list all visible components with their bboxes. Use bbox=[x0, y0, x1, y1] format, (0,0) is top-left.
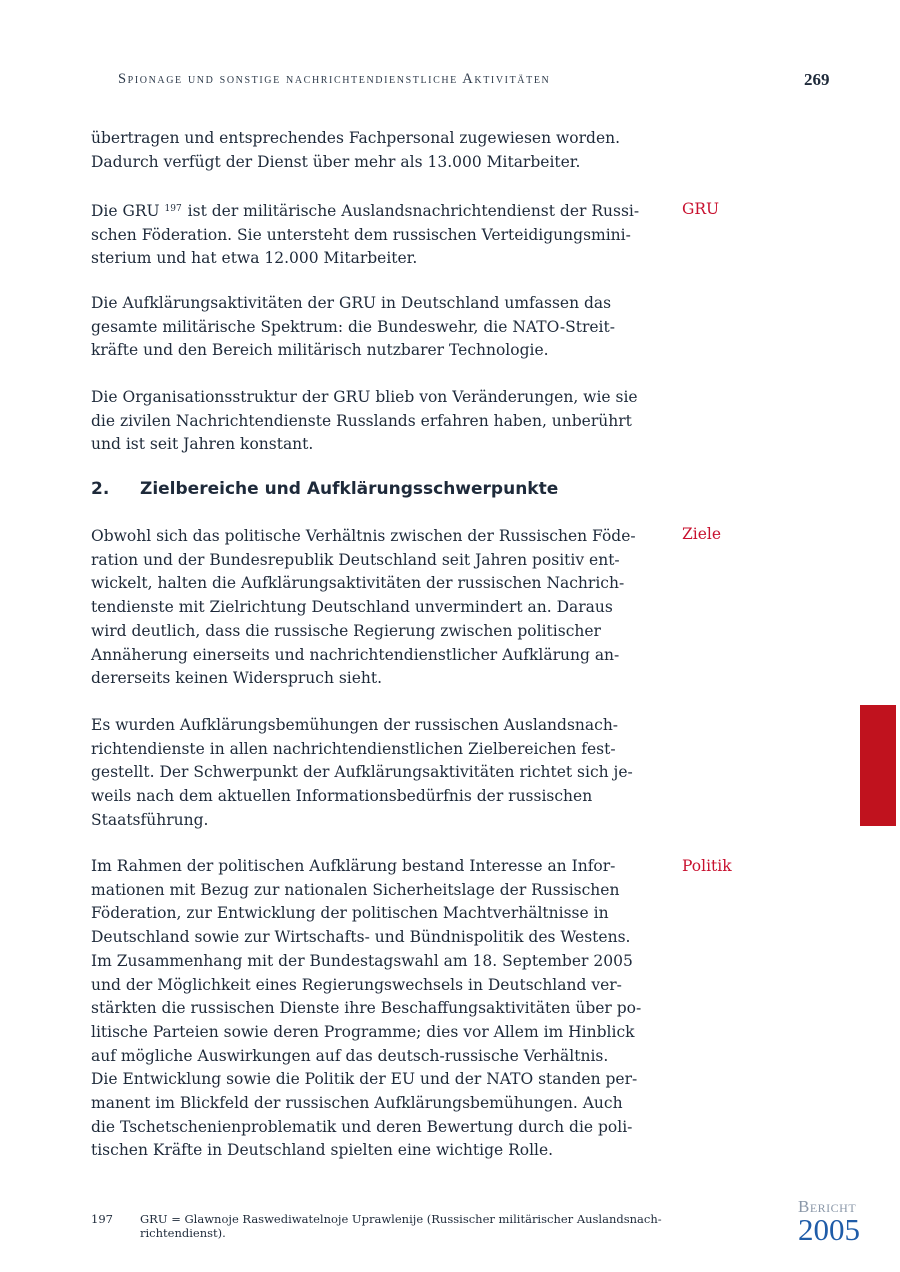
text-line: gestellt. Der Schwerpunkt der Aufklärungsaktivitäten richtet sich je- bbox=[91, 763, 633, 782]
text-line bbox=[91, 198, 671, 224]
text-line: Dadurch verfügt der Dienst über mehr als 13.000 Mitarbeiter. bbox=[91, 152, 581, 171]
text-line: Im Zusammenhang mit der Bundestagswahl am 18. September 2005 bbox=[91, 951, 633, 970]
report-brand-logo bbox=[798, 1197, 860, 1247]
text-line: mationen mit Bezug zur nationalen Sicherheitslage der Russischen bbox=[91, 880, 620, 899]
text-line: auf mögliche Auswirkungen auf das deutsch-russische Verhältnis. bbox=[91, 1046, 609, 1065]
text-line: weils nach dem aktuellen Informationsbedürfnis der russischen bbox=[91, 787, 593, 806]
text-line: tischen Kräfte in Deutschland spielten eine wichtige Rolle. bbox=[91, 1141, 554, 1160]
section-heading bbox=[91, 479, 558, 499]
text-line: Die Aufklärungsaktivitäten der GRU in Deutschland umfassen das bbox=[91, 294, 612, 312]
footnote-line: richtendienst). bbox=[140, 1226, 226, 1240]
text-line: Föderation, zur Entwicklung der politischen Machtverhältnisse in bbox=[91, 904, 609, 923]
margin-note-politik: Politik bbox=[682, 857, 732, 875]
text-line: Staatsführung. bbox=[91, 810, 209, 829]
text-line: stärkten die russischen Dienste ihre Beschaffungsaktivitäten über po- bbox=[91, 999, 642, 1018]
text-line: Im Rahmen der politischen Aufklärung bestand Interesse an Infor- bbox=[91, 857, 616, 875]
running-header: Spionage und sonstige nachrichtendienstliche Aktivitäten bbox=[118, 71, 551, 87]
paragraph-3 bbox=[91, 292, 671, 363]
text-line: Es wurden Aufklärungsbemühungen der russischen Auslandsnach- bbox=[91, 716, 619, 734]
text-line: Obwohl sich das politische Verhältnis zwischen der Russischen Föde- bbox=[91, 527, 636, 545]
footnote-reference[interactable]: 197 bbox=[164, 204, 182, 214]
footnote-text bbox=[140, 1212, 662, 1240]
text-line: sterium und hat etwa 12.000 Mitarbeiter. bbox=[91, 249, 418, 268]
text-fragment: ist der militärische Auslandsnachrichtendienst der Russi- bbox=[182, 202, 640, 220]
chapter-tab-marker bbox=[860, 705, 896, 826]
page-number: 269 bbox=[804, 70, 830, 89]
paragraph-6 bbox=[91, 714, 671, 833]
text-line: litische Parteien sowie deren Programme; dies vor Allem im Hinblick bbox=[91, 1022, 635, 1041]
text-line: wickelt, halten die Aufklärungsaktivitäten der russischen Nachrich- bbox=[91, 574, 625, 593]
text-line: Die Entwicklung sowie die Politik der EU und der NATO standen per- bbox=[91, 1070, 638, 1089]
text-line: schen Föderation. Sie untersteht dem russischen Verteidigungsmini- bbox=[91, 225, 631, 244]
paragraph-4 bbox=[91, 386, 671, 457]
text-line: kräfte und den Bereich militärisch nutzbarer Technologie. bbox=[91, 341, 549, 360]
brand-year: 2005 bbox=[798, 1212, 860, 1247]
section-title: Zielbereiche und Aufklärungsschwerpunkte bbox=[140, 479, 559, 499]
paragraph-politik bbox=[91, 855, 671, 1163]
text-line: richtendienste in allen nachrichtendienstlichen Zielbereichen fest- bbox=[91, 739, 616, 758]
text-line: ration und der Bundesrepublik Deutschland seit Jahren positiv ent- bbox=[91, 550, 620, 569]
paragraph-1 bbox=[91, 127, 671, 174]
text-line: dererseits keinen Widerspruch sieht. bbox=[91, 669, 383, 688]
text-fragment: Die GRU bbox=[91, 202, 160, 220]
footnote-number: 197 bbox=[91, 1212, 113, 1226]
paragraph-ziele bbox=[91, 525, 671, 691]
text-line: und der Möglichkeit eines Regierungswechsels in Deutschland ver- bbox=[91, 975, 622, 994]
text-line: Deutschland sowie zur Wirtschafts- und Bündnispolitik des Westens. bbox=[91, 928, 631, 947]
text-line: manent im Blickfeld der russischen Aufklärungsbemühungen. Auch bbox=[91, 1094, 623, 1113]
paragraph-gru bbox=[91, 198, 671, 271]
text-line: Annäherung einerseits und nachrichtendienstlicher Aufklärung an- bbox=[91, 645, 620, 664]
text-line: die zivilen Nachrichtendienste Russlands erfahren haben, unberührt bbox=[91, 411, 632, 430]
text-line: und ist seit Jahren konstant. bbox=[91, 435, 314, 454]
footnote-line: GRU = Glawnoje Raswediwatelnoje Uprawlenije (Russischer militärischer Auslandsnach- bbox=[140, 1212, 662, 1226]
text-line: wird deutlich, dass die russische Regierung zwischen politischer bbox=[91, 621, 601, 640]
text-line: gesamte militärische Spektrum: die Bundeswehr, die NATO-Streit- bbox=[91, 317, 615, 336]
margin-note-gru: GRU bbox=[682, 200, 720, 218]
section-number: 2. bbox=[91, 479, 110, 499]
text-line: Die Organisationsstruktur der GRU blieb von Veränderungen, wie sie bbox=[91, 388, 638, 406]
text-line: die Tschetschenienproblematik und deren Bewertung durch die poli- bbox=[91, 1117, 633, 1136]
text-line: tendienste mit Zielrichtung Deutschland unvermindert an. Daraus bbox=[91, 598, 613, 617]
text-line: übertragen und entsprechendes Fachpersonal zugewiesen worden. bbox=[91, 129, 621, 147]
margin-note-ziele: Ziele bbox=[682, 525, 722, 543]
brand-word: Bericht bbox=[798, 1197, 857, 1216]
